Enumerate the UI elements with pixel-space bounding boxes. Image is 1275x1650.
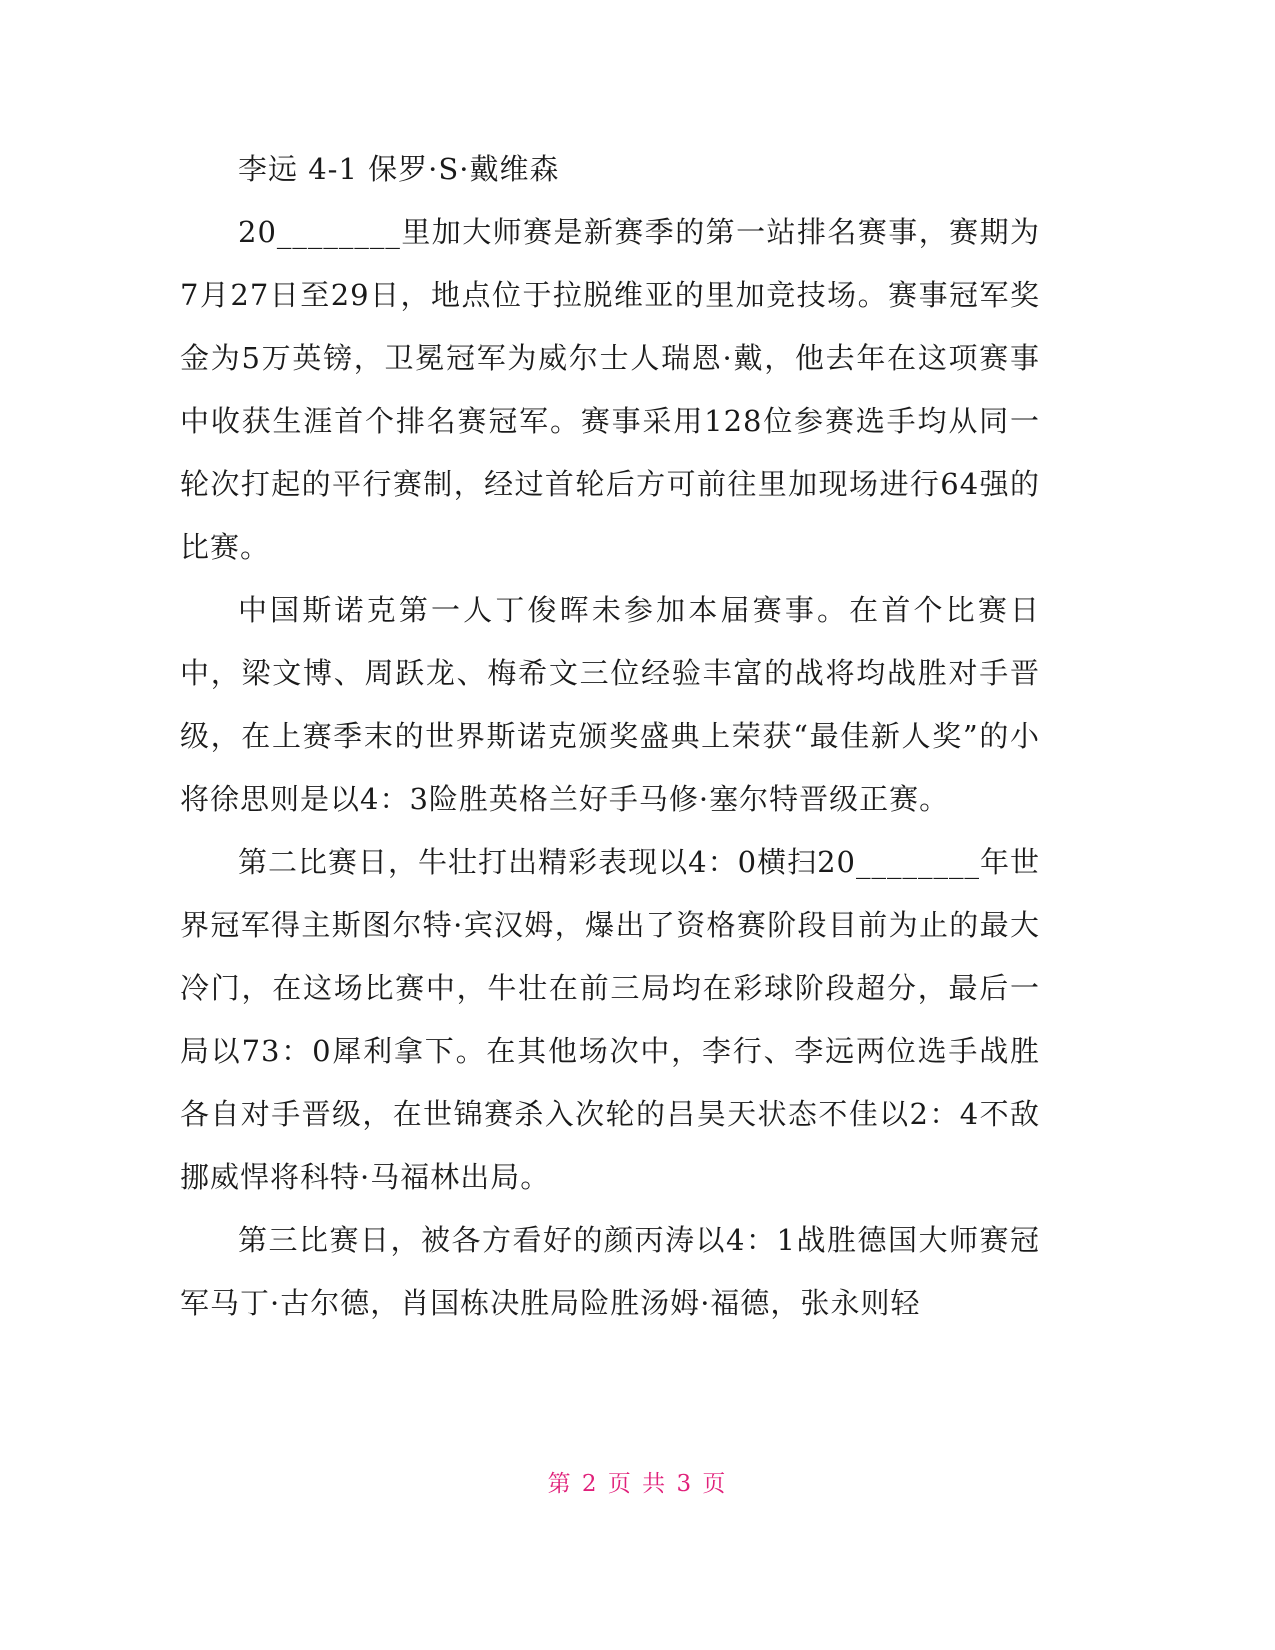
paragraph-day-three: 第三比赛日，被各方看好的颜丙涛以4：1战胜德国大师赛冠军马丁·古尔德，肖国栋决胜局险胜汤姆·福德，张永则轻: [180, 1223, 1040, 1320]
page-number-footer: 第 2 页 共 3 页: [547, 1471, 728, 1497]
paragraph-day-one: 中国斯诺克第一人丁俊晖未参加本届赛事。在首个比赛日中，梁文博、周跃龙、梅希文三位经验丰富的战将均战胜对手晋级，在上赛季末的世界斯诺克颁奖盛典上荣获“最佳新人奖”的小将徐思则是以4：3险胜英格兰好手马修·塞尔特晋级正赛。: [180, 593, 1040, 816]
paragraph-riga-intro: 20________里加大师赛是新赛季的第一站排名赛事，赛期为7月27日至29日，地点位于拉脱维亚的里加竞技场。赛事冠军奖金为5万英镑，卫冕冠军为威尔士人瑞恩·戴，他去年在这项赛事中收获生涯首个排名赛冠军。赛事采用128位参赛选手均从同一轮次打起的平行赛制，经过首轮后方可前往里加现场进行64强的比赛。: [180, 215, 1040, 564]
paragraph-match-result: 李远 4-1 保罗·S·戴维森: [238, 152, 560, 186]
paragraph-day-two: 第二比赛日，牛壮打出精彩表现以4：0横扫20________年世界冠军得主斯图尔特·宾汉姆，爆出了资格赛阶段目前为止的最大冷门，在这场比赛中，牛壮在前三局均在彩球阶段超分，最后一局以73：0犀利拿下。在其他场次中，李行、李远两位选手战胜各自对手晋级，在世锦赛杀入次轮的吕昊天状态不佳以2：4不敌挪威悍将科特·马福林出局。: [180, 845, 1040, 1194]
document-body: [180, 138, 1040, 1335]
